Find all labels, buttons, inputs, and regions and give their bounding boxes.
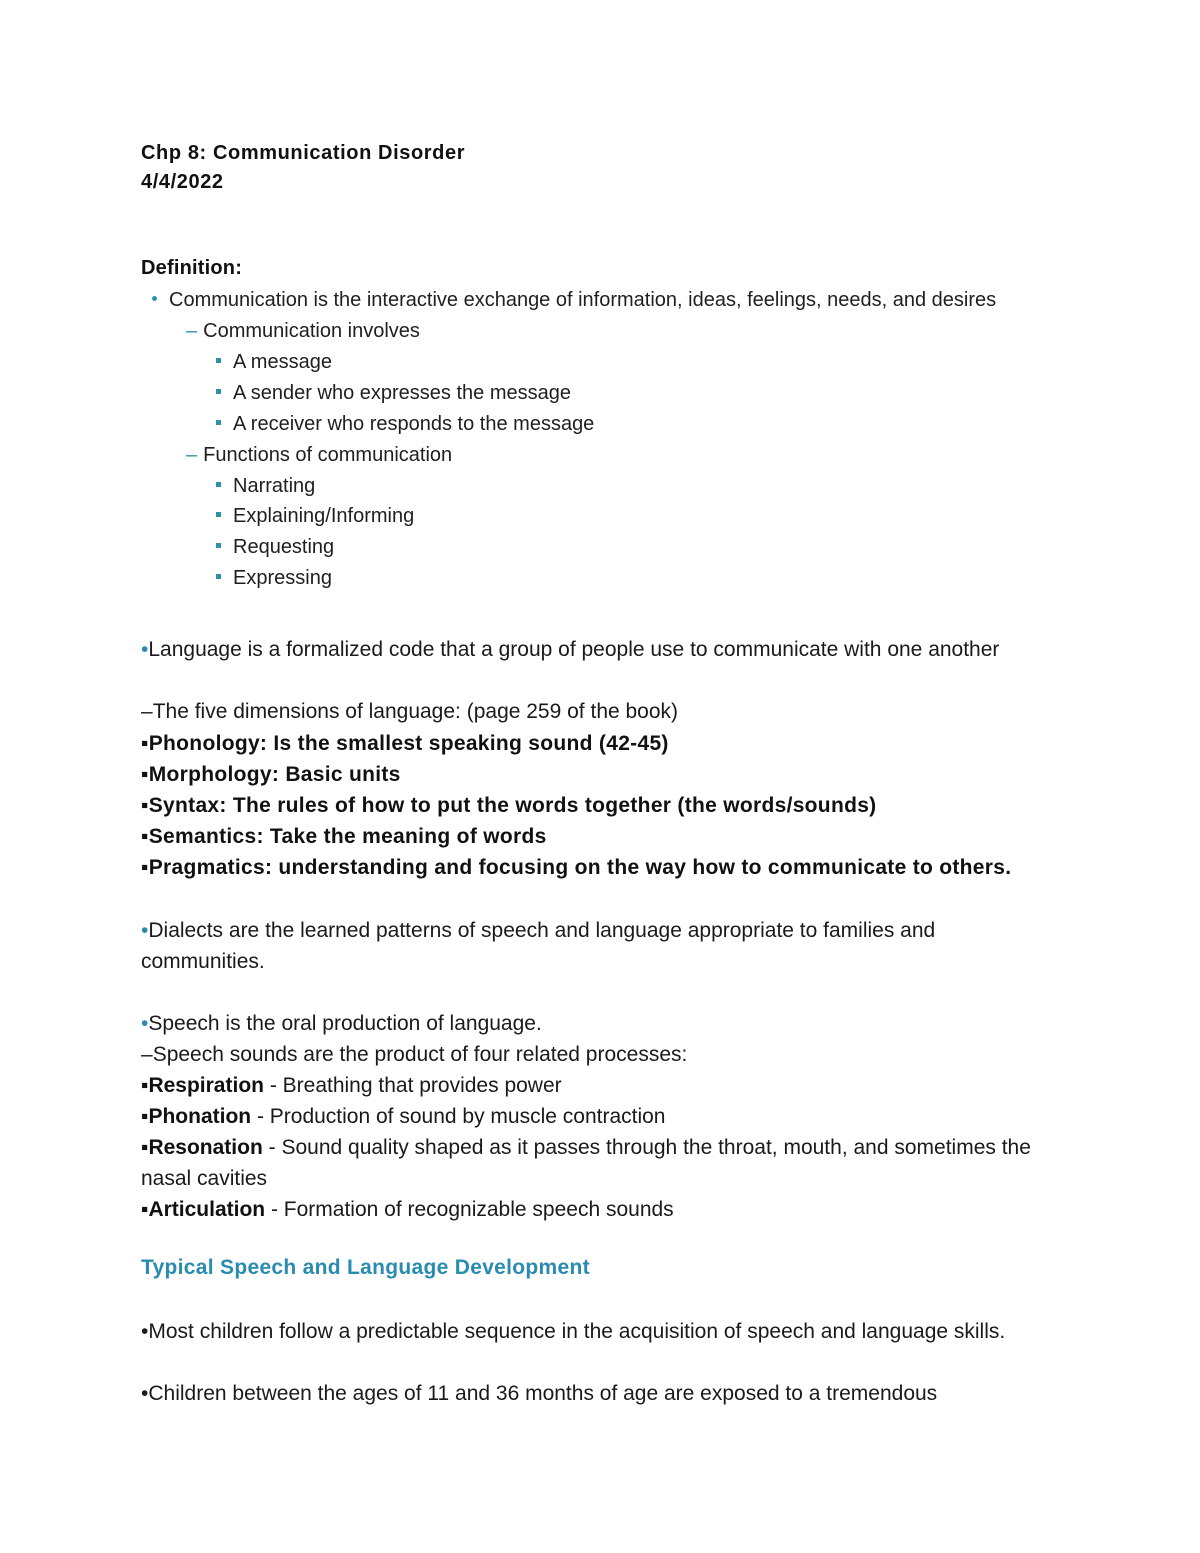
square-bullet-icon (216, 574, 221, 579)
process-desc: - Sound quality shaped as it passes through the throat, mouth, and sometimes the nasal cavities (141, 1136, 1031, 1190)
dimension-item: ▪Morphology: Basic units (141, 763, 401, 786)
square-bullet-icon (216, 358, 221, 363)
slide-item: A sender who expresses the message (216, 382, 571, 405)
speech-process-item (141, 1132, 1061, 1194)
definition-slide (140, 283, 1060, 599)
process-term: Resonation (148, 1136, 263, 1159)
process-desc: - Breathing that provides power (263, 1074, 562, 1097)
bullet-icon: • (141, 1012, 149, 1035)
square-bullet-icon: ▪ (141, 856, 149, 879)
process-desc: - Production of sound by muscle contraction (251, 1105, 666, 1128)
square-bullet-icon: ▪ (141, 763, 149, 786)
dialects-paragraph: •Dialects are the learned patterns of speech and language appropriate to families and communities. (141, 919, 936, 973)
document-date: 4/4/2022 (141, 171, 224, 193)
slide-sub-communication-involves: – Communication involves (186, 320, 420, 342)
square-bullet-icon: ▪ (141, 1136, 149, 1159)
speech-processes-intro: –Speech sounds are the product of four related processes: (141, 1043, 688, 1066)
process-term: Phonation (148, 1105, 252, 1128)
dimensions-intro: –The five dimensions of language: (page 259 of the book) (141, 700, 679, 723)
slide-item: Narrating (216, 475, 315, 498)
square-bullet-icon: ▪ (141, 732, 149, 755)
slide-item: Requesting (216, 536, 334, 559)
process-term: Respiration (148, 1074, 264, 1097)
slide-item: Explaining/Informing (216, 505, 414, 528)
dimension-item: ▪Phonology: Is the smallest speaking sound (42-45) (141, 732, 669, 755)
dimension-item: ▪Semantics: Take the meaning of words (141, 825, 547, 848)
dimension-item: ▪Syntax: The rules of how to put the words together (the words/sounds) (141, 794, 877, 817)
square-bullet-icon: ▪ (141, 794, 149, 817)
dash-icon: – (186, 320, 198, 342)
development-paragraph: •Most children follow a predictable sequence in the acquisition of speech and language skills. (141, 1320, 1006, 1343)
square-bullet-icon (216, 543, 221, 548)
definition-label: Definition: (141, 257, 243, 279)
dimension-item: ▪Pragmatics: understanding and focusing on the way how to communicate to others. (141, 856, 1012, 879)
slide-item: A receiver who responds to the message (216, 413, 594, 436)
bullet-icon: • (141, 919, 149, 942)
section-heading: Typical Speech and Language Development (141, 1256, 590, 1279)
speech-process-item (141, 1194, 1061, 1225)
slide-item: Expressing (216, 567, 332, 590)
process-term: Articulation (148, 1198, 266, 1221)
speech-process-item (141, 1101, 1061, 1132)
dash-icon: – (186, 444, 198, 466)
process-desc: - Formation of recognizable speech sounds (265, 1198, 674, 1221)
slide-item: A message (216, 351, 332, 374)
square-bullet-icon: ▪ (141, 1198, 149, 1221)
square-bullet-icon (216, 482, 221, 487)
document-title: Chp 8: Communication Disorder (141, 142, 466, 164)
development-paragraph: •Children between the ages of 11 and 36 months of age are exposed to a tremendous (141, 1382, 938, 1405)
speech-intro: •Speech is the oral production of language. (141, 1012, 542, 1035)
square-bullet-icon (216, 512, 221, 517)
slide-sub-functions: – Functions of communication (186, 444, 453, 466)
square-bullet-icon (216, 420, 221, 425)
square-bullet-icon: ▪ (141, 1074, 149, 1097)
speech-process-item (141, 1070, 1061, 1101)
square-bullet-icon (216, 389, 221, 394)
bullet-icon: • (141, 1382, 149, 1405)
square-bullet-icon: ▪ (141, 825, 149, 848)
bullet-icon: • (141, 1320, 149, 1343)
square-bullet-icon: ▪ (141, 1105, 149, 1128)
bullet-icon: • (141, 638, 149, 661)
language-intro: •Language is a formalized code that a group of people use to communicate with one another (141, 638, 1000, 661)
bullet-dot-icon (152, 296, 157, 301)
slide-main-point: Communication is the interactive exchange of information, ideas, feelings, needs, and desires (152, 289, 996, 312)
dash-icon: – (141, 1043, 153, 1066)
dash-icon: – (141, 700, 153, 723)
